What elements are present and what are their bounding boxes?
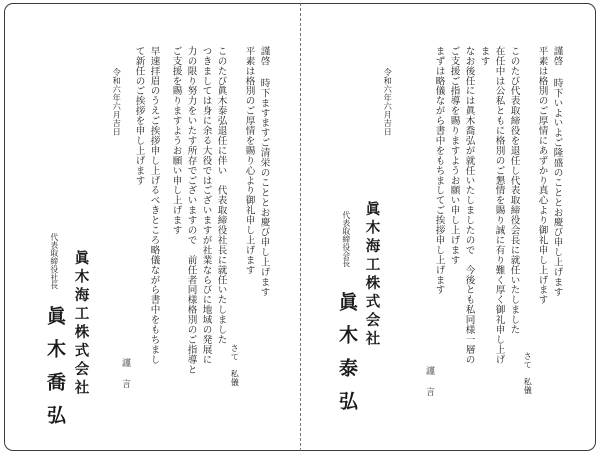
left-date: 令和六年六月吉日: [112, 68, 123, 136]
right-aside: さて 私儀: [523, 352, 534, 395]
left-line-2: 平素は格別のご厚情を賜り心より御礼申し上げます: [243, 46, 255, 275]
right-line-8: まずは略儀ながら書中をもちましてご挨拶申し上げます: [433, 46, 445, 295]
right-line-4: 在任中は公私ともに格別のご懇情を賜り誠に有り難く厚く御礼申し上げ: [493, 46, 505, 365]
left-line-7: 早速拝眉のうえご挨拶申し上げるべきところ略儀ながら書中をもちまし: [148, 46, 160, 365]
right-line-2: 平素は格別のご厚情にあずかり真心より御礼申し上げます: [536, 46, 548, 305]
right-closing: 謹言: [424, 366, 434, 408]
right-line-7: ご支援ご指導を賜りますようお願い申し上げます: [448, 46, 460, 265]
right-line-5: ます: [478, 46, 490, 66]
left-closing: 謹言: [120, 358, 130, 400]
right-company: 眞木海工株式会社: [363, 201, 381, 349]
left-company: 眞木海工株式会社: [72, 250, 90, 398]
left-line-8: て新任のご挨拶を申し上げます: [133, 46, 145, 186]
right-line-6: なお後任には眞木喬弘が就任いたしましたので 今後とも私同様一層の: [463, 46, 475, 365]
right-date: 令和六年六月吉日: [383, 68, 394, 136]
fold-line: [300, 3, 301, 451]
left-line-4: つきましては身に余る大役ではございますが社業ならびに地域の発展に: [200, 46, 212, 365]
left-line-1: 時下ますますご清栄のこととお慶び申し上げます: [258, 78, 270, 297]
right-line-1: 時下いよいよご隆盛のこととお慶び申し上げます: [551, 78, 563, 297]
left-aside: さて 私儀: [230, 344, 241, 387]
left-line-5: 力の限り努力をいたす所存でございますので 前任者同様格別のご指導と: [185, 46, 197, 375]
left-sender-title: 代表取締役社長: [49, 233, 59, 289]
left-opening: 謹啓: [258, 46, 270, 66]
left-name: 眞木喬弘: [44, 306, 66, 438]
right-opening: 謹啓: [551, 46, 563, 66]
right-name: 眞木泰弘: [336, 292, 358, 424]
left-line-6: ご支援を賜りますようお願い申し上げます: [170, 46, 182, 236]
right-sender-title: 代表取締役会長: [341, 211, 351, 267]
right-line-3: このたび代表取締役を退任し代表取締役会長に就任いたしました: [508, 46, 520, 335]
left-line-3: このたび眞木泰弘退任に伴い 代表取締役社長に就任いたしました: [215, 46, 227, 345]
